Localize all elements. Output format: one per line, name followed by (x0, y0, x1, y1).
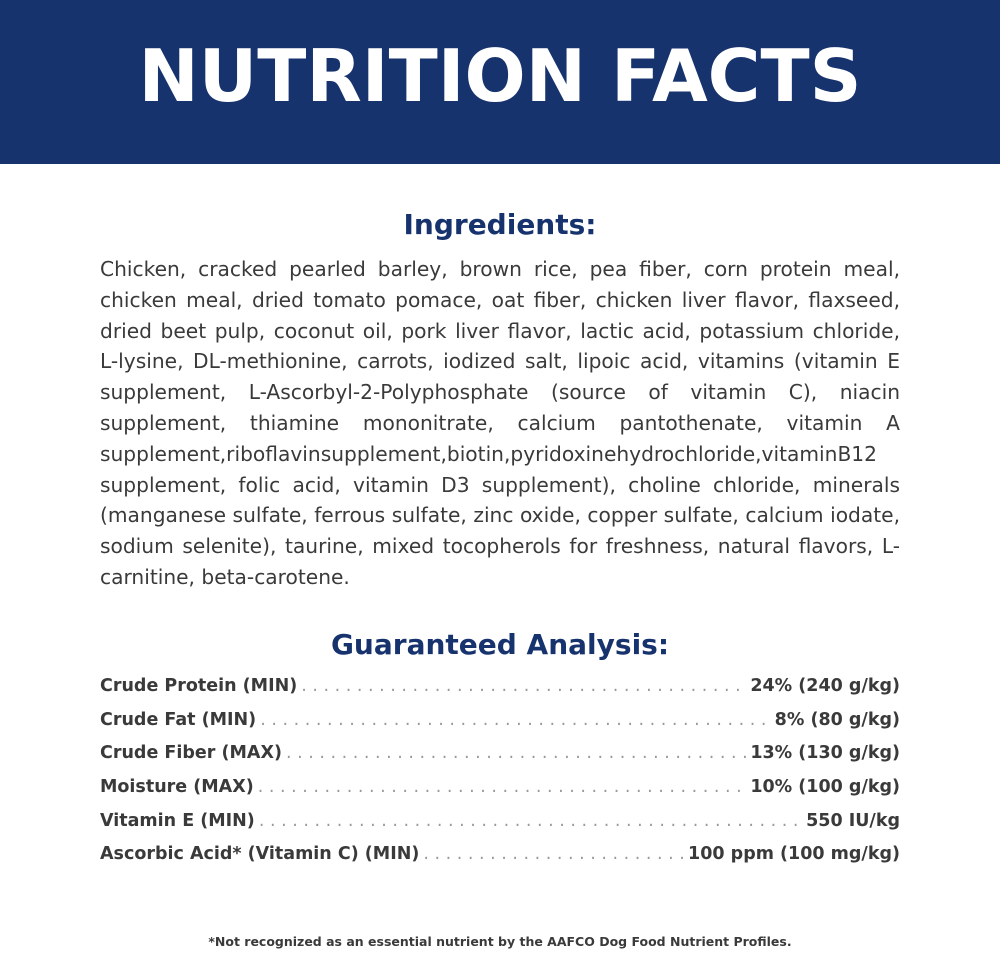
header-banner (0, 0, 1000, 164)
analysis-row-ascorbic-acid (100, 844, 900, 878)
analysis-row-crude-fiber (100, 743, 900, 777)
guaranteed-analysis-heading: Guaranteed Analysis: (330, 628, 670, 661)
analysis-label: Crude Fat (MIN) (100, 709, 257, 730)
analysis-value: 8% (80 g/kg) (774, 709, 900, 730)
dot-leader (259, 811, 802, 831)
analysis-value: 24% (240 g/kg) (750, 676, 900, 696)
analysis-row-vitamin-e (100, 811, 900, 845)
analysis-row-crude-fat (100, 710, 900, 744)
analysis-label: Crude Fiber (MAX) (100, 743, 282, 764)
analysis-value: 550 IU/kg (806, 810, 900, 831)
ingredients-heading: Ingredients: (403, 208, 597, 241)
analysis-label: Ascorbic Acid* (Vitamin C) (MIN) (100, 844, 420, 865)
ingredients-text: Chicken, cracked pearled barley, brown rice, pea fiber, corn protein meal, chicken meal, dried tomato pomace, oat fiber, chicken liver flavor, flaxseed, dried beet pulp, coconut oil, pork liver flavor, lactic acid, potassium chloride, L-lysine, DL-methionine, carrots, iodized salt, lipoic acid, vitamins (vitamin E supplement, L-Ascorbyl-2-Polyphosphate (source of vitamin C), niacin supplement, thiamine mononitrate, calcium pantothenate, vitamin A supplement,riboflavinsupplement,biotin,pyridoxinehydrochloride,vitaminB12 supplement, folic acid, vitamin D3 supplement), choline chloride, minerals (manganese sulfate, ferrous sulfate, zinc oxide, copper sulfate, calcium iodate, sodium selenite), taurine, mixed tocopherols for freshness, natural flavors, L-carnitine, beta-carotene. (100, 257, 900, 589)
footnote: *Not recognized as an essential nutrient by the AAFCO Dog Food Nutrient Profiles. (208, 934, 792, 949)
analysis-value: 100 ppm (100 mg/kg) (688, 844, 900, 865)
dot-leader (423, 844, 684, 864)
dot-leader (286, 743, 746, 763)
analysis-row-moisture (100, 777, 900, 811)
dot-leader (258, 777, 747, 797)
dot-leader (260, 710, 770, 730)
page-title: NUTRITION FACTS (138, 34, 862, 118)
analysis-label: Moisture (MAX) (100, 777, 254, 798)
analysis-row-crude-protein (100, 676, 900, 710)
guaranteed-analysis-table (100, 676, 900, 878)
analysis-label: Crude Protein (MIN) (100, 676, 298, 696)
analysis-label: Vitamin E (MIN) (100, 810, 255, 831)
analysis-value: 10% (100 g/kg) (750, 777, 900, 798)
dot-leader (301, 676, 746, 696)
analysis-value: 13% (130 g/kg) (750, 743, 900, 764)
